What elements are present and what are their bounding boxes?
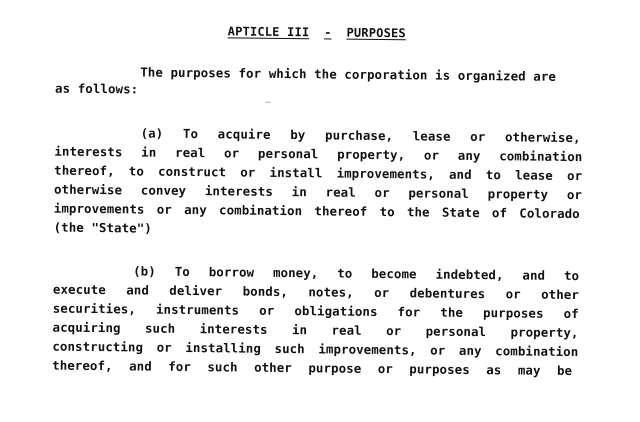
heading-article: APTICLE III (227, 24, 310, 40)
para-a-line-4: otherwise convey interests in real or personal property or (53, 181, 583, 203)
para-a-line-2: interests in real or personal property, or any combination (54, 143, 583, 165)
para-b-line-5: constructing or installing such improvements, or any combination (52, 338, 579, 360)
intro-line-1: The purposes for which the corporation is organized are (140, 64, 557, 84)
para-b-line-2: execute and deliver bonds, notes, or debentures or other (52, 281, 580, 303)
heading-separator: - (324, 25, 332, 40)
article-heading (228, 24, 406, 40)
scan-speck (265, 102, 271, 103)
para-b-line-6: thereof, and for such other purpose or purposes as may be (52, 357, 573, 379)
intro-line-2: as follows: (55, 80, 139, 97)
para-a-line-6: (the "State") (53, 219, 152, 236)
para-a-line-5: improvements or any combination thereof to the State of Colorado (53, 200, 580, 222)
para-a-line-3: thereof, to construct or install improvements, and to lease or (54, 162, 583, 184)
heading-purposes: PURPOSES (346, 25, 406, 41)
para-b-line-4: acquiring such interests in real or personal property, (52, 319, 579, 341)
para-a-line-1: (a) To acquire by purchase, lease or otherwise, (140, 125, 581, 146)
para-b-line-1: (b) To borrow money, to become indebted, and to (133, 263, 580, 284)
para-b-line-3: securities, instruments or obligations for the purposes of (52, 300, 579, 322)
